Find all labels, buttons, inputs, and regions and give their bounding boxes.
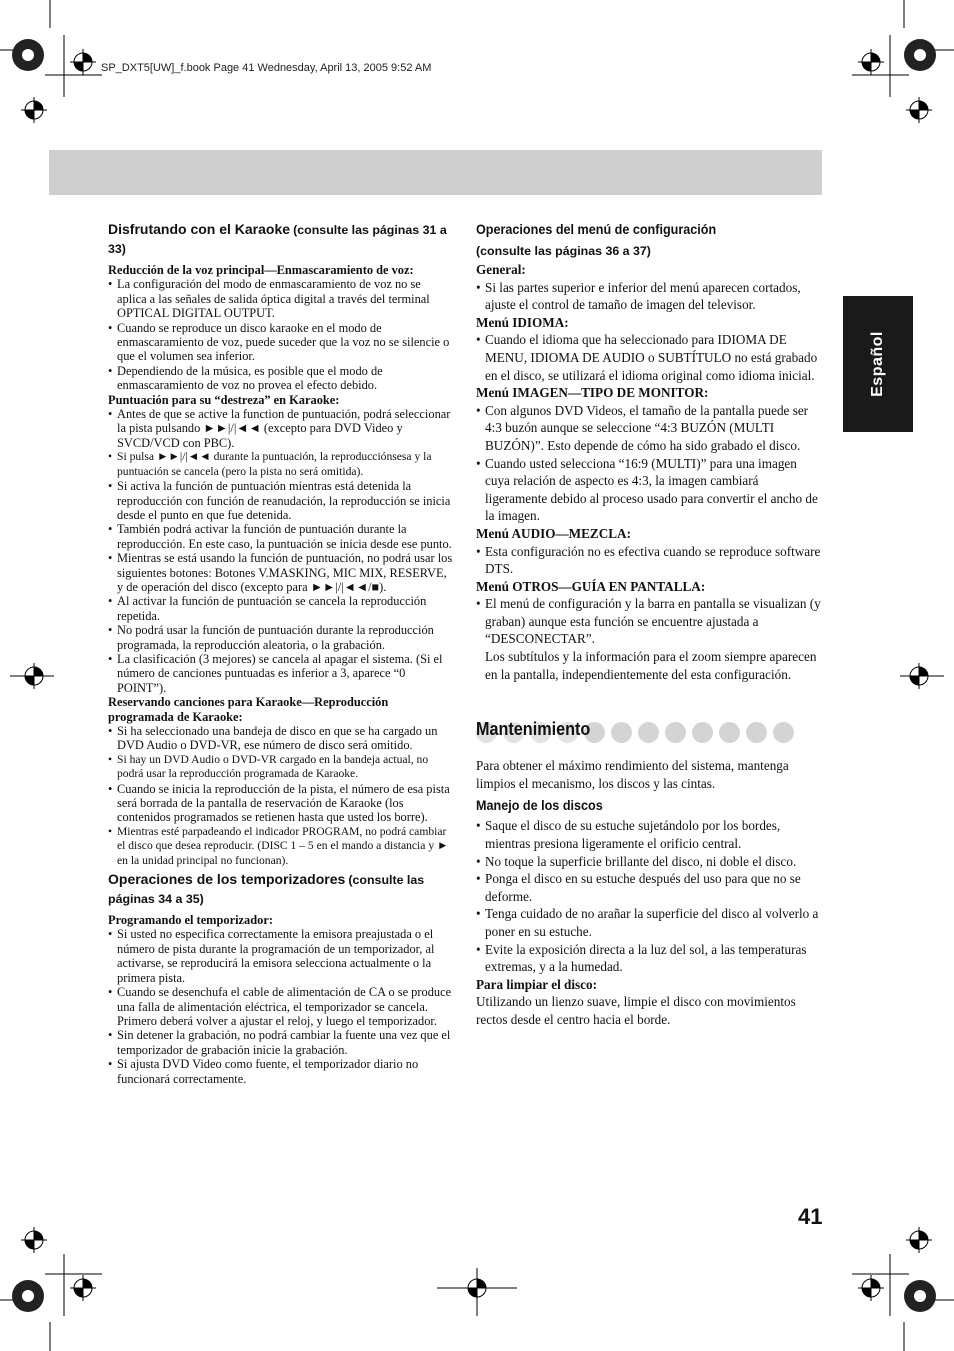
otros-note: Los subtítulos y la información para el zoom siempre aparecen en la pantalla, independientemente del esta configuración. [485,649,817,682]
timers-section [108,870,453,1086]
config-section [476,220,822,683]
list-item: • Antes de que se active la function de puntuación, podrá seleccionar la pista pulsando ►►|/|◄◄ (excepto para DVD Video y SVCD/VCD con PBC). [108,407,453,450]
timer-program-heading: Programando el temporizador: [108,913,273,928]
karaoke-reserve-heading: Reservando canciones para Karaoke—Reproducción programada de Karaoke: [108,695,389,724]
list-item: • Si ajusta DVD Video como fuente, el temporizador diario no funcionará correctamente. [108,1057,453,1086]
list-item: • Cuando se reproduce un disco karaoke en el modo de enmascaramiento de voz, puede suceder que la voz no se silencie o que el volumen sea inferior. [108,321,453,364]
list-item: • Esta configuración no es efectiva cuando se reproduce software DTS. [476,543,822,578]
list-item: • Sin detener la grabación, no podrá cambiar la fuente una vez que el temporizador de grabación inicie la grabación. [108,1028,453,1057]
karaoke-reserve-list [108,724,453,868]
list-item: • La clasificación (3 mejores) se cancela al apagar el sistema. (Si el número de canciones puntuadas es inferior a 3, aparece “0 POINT”). [108,652,453,695]
header-band [49,150,822,195]
list-item: • Si las partes superior e inferior del menú aparecen cortados, ajuste el control de tamaño de imagen del televisor. [476,279,822,314]
timers-title: Operaciones de los temporizadores [108,871,346,888]
discs-title: Manejo de los discos [476,797,603,814]
list-item: • Cuando usted selecciona “16:9 (MULTI)” para una imagen cuya relación de aspecto es 4:3, la imagen cambiará ligeramente debido al proceso usado para convertir el ancho de la imagen. [476,455,822,525]
list-item: • Cuando se inicia la reproducción de la pista, el número de esa pista será borrada de la pantalla de reservación de Karaoke (los contenidos programados se retienen hasta que usted los borre). [108,782,453,825]
list-item: • Dependiendo de la música, es posible que el modo de enmascaramiento de voz no provea el efecto debido. [108,364,453,393]
list-item: • No podrá usar la función de puntuación durante la reproducción programada, la reproducción aleatoria, o la grabación. [108,623,453,652]
karaoke-page-ref: (consulte las páginas 31 a 33) [108,223,447,256]
general-list [476,279,822,314]
list-item: • Si activa la función de puntuación mientras está detenida la reproducción con función de reanudación, la reproducción se inicia desde el punto en que fue detenida. [108,479,453,522]
scoring-heading: Puntuación para su “destreza” en Karaoke: [108,392,340,407]
left-column [108,220,453,1086]
language-tab [843,296,913,432]
discs-list [476,817,822,975]
vocal-masking-heading: Reducción de la voz principal—Enmascaramiento de voz: [108,263,414,277]
list-item: • La configuración del modo de enmascaramiento de voz no se aplica a las señales de salida óptica digital a través del terminal OPTICAL DIGITAL OUTPUT. [108,277,453,320]
timers-page-ref: (consulte las páginas 34 a 35) [108,873,425,907]
list-item: • Si hay un DVD Audio o DVD-VR cargado en la bandeja actual, no podrá usar la reproducción programada de Karaoke. [108,753,453,782]
list-item: • Mientras se está usando la función de puntuación, no podrá usar los siguientes botones: Botones V.MASKING, MIC MIX, RESERVE, y de operación del disco (excepto para ►►|/|◄◄/■). [108,551,453,594]
list-item: • No toque la superficie brillante del disco, ni doble el disco. [476,853,822,871]
maintenance-title: Mantenimiento [476,719,591,740]
list-item: • Saque el disco de su estuche sujetándolo por los bordes, mientras presiona ligeramente el orificio central. [476,817,822,852]
otros-list [476,595,822,648]
clean-text: Utilizando un lienzo suave, limpie el disco con movimientos rectos desde el centro hacia el borde. [476,994,796,1027]
config-page-ref: (consulte las páginas 36 a 37) [476,244,651,258]
list-item: • Mientras esté parpadeando el indicador PROGRAM, no podrá cambiar el disco que desea reproducir. (DISC 1 – 5 en el mando a distancia y ► en la unidad principal no funcionan). [108,825,453,868]
audio-list [476,543,822,578]
config-title: Operaciones del menú de configuración [476,221,717,237]
list-item: • Ponga el disco en su estuche después del uso para que no se deforme. [476,870,822,905]
maintenance-section [476,721,822,1028]
idioma-heading: Menú IDIOMA: [476,314,569,330]
page-number: 41 [798,1204,823,1229]
audio-heading: Menú AUDIO—MEZCLA: [476,525,631,541]
scoring-list [108,407,453,695]
heading-dots-decoration [584,722,794,743]
idioma-list [476,331,822,384]
vocal-masking-list [108,277,453,392]
otros-heading: Menú OTROS—GUÍA EN PANTALLA: [476,578,706,594]
list-item: • El menú de configuración y la barra en pantalla se visualizan (y graban) aunque esta función se encuentre ajustada a “DESCONECTAR”. [476,595,822,648]
maintenance-heading-row [476,721,822,745]
list-item: • Si ha seleccionado una bandeja de disco en que se ha cargado un DVD Audio o DVD-VR, ese número de disco será omitido. [108,724,453,753]
maintenance-intro: Para obtener el máximo rendimiento del sistema, mantenga limpios el mecanismo, los discos y las cintas. [476,758,789,791]
list-item: • Tenga cuidado de no arañar la superficie del disco al volverlo a poner en su estuche. [476,905,822,940]
list-item: • Cuando el idioma que ha seleccionado para IDIOMA DE MENU, IDIOMA DE AUDIO o SUBTÍTULO no está grabado en el disco, se utilizará el idioma original como idioma inicial. [476,331,822,384]
right-column [476,220,822,1029]
imagen-list [476,402,822,525]
karaoke-section [108,220,453,868]
list-item: • Cuando se desenchufa el cable de alimentación de CA o se produce una falla de alimentación eléctrica, el temporizador se cancela. Primero deberá volver a ajustar el reloj, y luego el temporizador. [108,985,453,1028]
list-item: • Con algunos DVD Videos, el tamaño de la pantalla puede ser 4:3 buzón aunque se seleccione “4:3 BUZÓN (MULTI BUZÓN)”. Esto depende de cómo ha sido grabado el disco. [476,402,822,455]
list-item: • Al activar la función de puntuación se cancela la reproducción repetida. [108,594,453,623]
list-item: • Evite la exposición directa a la luz del sol, a las temperaturas extremas, y a la humedad. [476,941,822,976]
general-heading: General: [476,262,526,277]
imagen-heading: Menú IMAGEN—TIPO DE MONITOR: [476,385,709,401]
language-tab-label: Español [869,331,886,397]
list-item: • Si usted no especifica correctamente la emisora preajustada o el número de pista durante la programación de un temporizador, al activarse, se reproducirá la emisora selecciona actualmente o la primera pista. [108,927,453,985]
timer-list [108,927,453,1085]
karaoke-title: Disfrutando con el Karaoke [108,221,291,237]
file-header-line: SP_DXT5[UW]_f.book Page 41 Wednesday, April 13, 2005 9:52 AM [101,62,432,74]
clean-heading: Para limpiar el disco: [476,976,597,992]
list-item: • Si pulsa ►►|/|◄◄ durante la puntuación, la reproducciónsesa y la puntuación se cancela (pero la pista no será omitida). [108,450,453,479]
list-item: • También podrá activar la función de puntuación durante la reproducción. En este caso, la puntuación se inicia desde ese punto. [108,522,453,551]
